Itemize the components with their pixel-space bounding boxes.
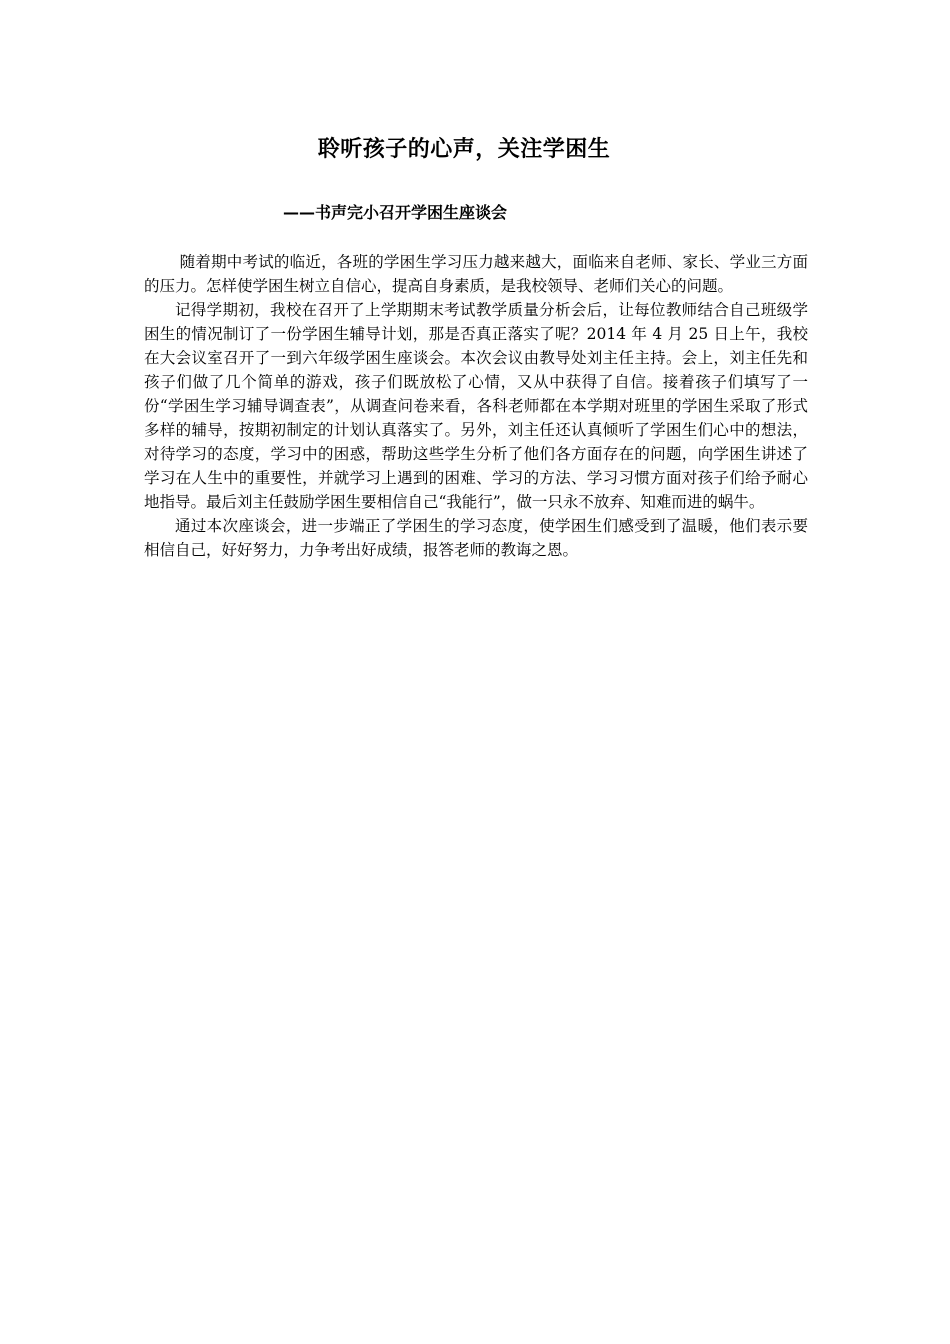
document-body: [144, 250, 808, 562]
document-title: 聆听孩子的心声，关注学困生: [317, 137, 611, 162]
document-subtitle: ——书声完小召开学困生座谈会: [283, 203, 508, 222]
paragraph-3: 通过本次座谈会，进一步端正了学困生的学习态度，使学困生们感受到了温暖，他们表示要相信自己，好好努力，力争考出好成绩，报答老师的教诲之恩。: [144, 517, 808, 559]
paragraph-2: 记得学期初，我校在召开了上学期期末考试教学质量分析会后，让每位教师结合自己班级学困生的情况制订了一份学困生辅导计划，那是否真正落实了呢？2014 年 4 月 25 日上午，我校在大会议室召开了一到六年级学困生座谈会。本次会议由教导处刘主任主持。会上，刘主任先和孩子们做了几个简单的游戏，孩子们既放松了心情，又从中获得了自信。接着孩子们填写了一份“学困生学习辅导调查表”，从调查问卷来看，各科老师都在本学期对班里的学困生采取了形式多样的辅导，按期初制定的计划认真落实了。另外，刘主任还认真倾听了学困生们心中的想法，对待学习的态度，学习中的困惑，帮助这些学生分析了他们各方面存在的问题，向学困生讲述了学习在人生中的重要性，并就学习上遇到的困难、学习的方法、学习习惯方面对孩子们给予耐心地指导。最后刘主任鼓励学困生要相信自己“我能行”，做一只永不放弃、知难而进的蜗牛。: [144, 301, 808, 511]
paragraph-1: 随着期中考试的临近，各班的学困生学习压力越来越大，面临来自老师、家长、学业三方面的压力。怎样使学困生树立自信心，提高自身素质，是我校领导、老师们关心的问题。: [144, 253, 808, 295]
